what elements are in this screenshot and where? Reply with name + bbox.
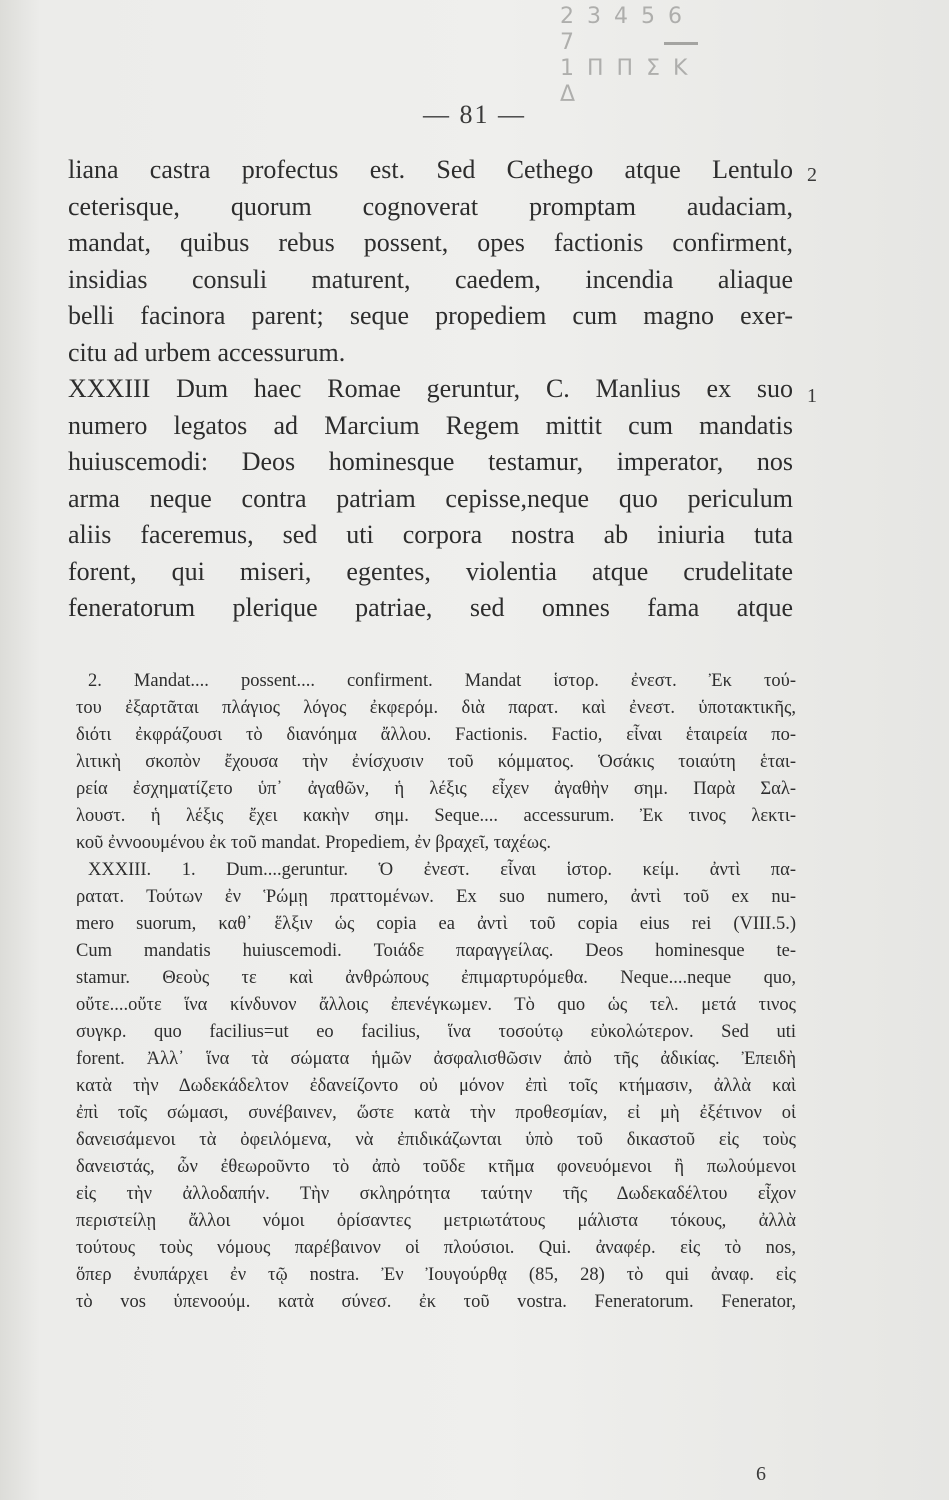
text-line: mandat, quibus rebus possent, opes factionis confirment, (68, 228, 793, 257)
shelfmark-line-2: 1 Π Π Σ Κ Δ (560, 56, 691, 107)
note-line: οὔτε....οὔτε ἵνα κίνδυνον ἄλλοις ἐπενέγκωμεν. Τὸ quo ὡς τελ. μετά τινος (76, 995, 796, 1015)
text-line: feneratorum plerique patriae, sed omnes fama atque (68, 593, 793, 622)
chapter-start-line: XXXIII Dum haec Romae geruntur, C. Manlius ex suo (68, 374, 793, 403)
text-line: numero legatos ad Marcium Regem mittit cum mandatis (68, 410, 793, 440)
note-line: διότι ἐκφράζουσι τὸ διανόημα ἄλλου. Factionis. Factio, εἶναι ἑταιρεία πο- (76, 725, 796, 745)
page-number: — 81 — (423, 100, 526, 129)
note-line: mero suorum, καθ᾽ ἕλξιν ὡς copia ea ἀντὶ τοῦ copia eius rei (VIII.5.) (76, 914, 796, 934)
note-line: συγκρ. quo facilius=ut eo facilius, ἵνα τοσούτῳ εὐκολώτερον. Sed uti (76, 1022, 796, 1042)
note-line: κοῦ ἐννοουμένου ἐκ τοῦ mandat. Propediem, ἐν βραχεῖ, ταχέως. (76, 833, 552, 853)
note-line: λιτικὴ σκοπὸν ἔχουσα τὴν ἐνίσχυσιν τοῦ κόμματος. Ὁσάκις τοιαύτη ἑται- (76, 752, 796, 772)
text-line: insidias consuli maturent, caedem, incendia aliaque (68, 264, 793, 294)
note-line: τὸ vos ὑπενοούμ. κατὰ σύνεσ. ἐκ τοῦ vostra. Feneratorum. Fenerator, (76, 1292, 796, 1312)
note-line: XXXIII. 1. Dum....geruntur. Ὁ ἐνεστ. εἶναι ἱστορ. κείμ. ἀντὶ πα- (88, 860, 796, 880)
text-line: aliis faceremus, sed uti corpora nostra ab iniuria tuta (68, 520, 793, 549)
text-line: citu ad urbem accessurum. (68, 337, 346, 367)
margin-note-2: 2 (807, 164, 817, 186)
text-line: ceterisque, quorum cognoverat promptam audaciam, (68, 191, 793, 221)
text-line: belli facinora parent; seque propediem cum magno exer- (68, 301, 793, 330)
text-line: huiuscemodi: Deos hominesque testamur, imperator, nos (68, 447, 793, 476)
note-line: ρατατ. Τούτων ἐν Ῥώμῃ πραττομένων. Ex suo numero, ἀντὶ τοῦ ex nu- (76, 887, 796, 907)
signature-mark: 6 (756, 1463, 766, 1485)
text-line: liana castra profectus est. Sed Cethego atque Lentulo (68, 155, 793, 184)
note-line: forent. Ἀλλ᾽ ἵνα τὰ σώματα ἡμῶν ἀσφαλισθῶσιν ἀπὸ τῆς ἀδικίας. Ἐπειδὴ (76, 1049, 796, 1069)
note-line: stamur. Θεοὺς τε καὶ ἀνθρώπους ἐπιμαρτυρόμεθα. Neque....neque quo, (76, 968, 796, 988)
note-line: εἰς τὴν ἀλλοδαπήν. Τὴν σκληρότητα ταύτην τῆς Δωδεκαδέλτου εἶχον (76, 1184, 796, 1204)
note-line: 2. Mandat.... possent.... confirment. Mandat ἱστορ. ἐνεστ. Ἐκ τού- (88, 671, 796, 691)
note-line: του ἐξαρτᾶται πλάγιος λόγος ἐκφερόμ. διὰ παρατ. καὶ ἐνεστ. ὑποτακτικῆς, (76, 698, 796, 718)
library-shelfmark (560, 4, 700, 107)
note-line: δανεισάμενοι τὰ ὀφειλόμενα, νὰ ἐπιδικάζωνται ὑπὸ τοῦ δικαστοῦ εἰς τοὺς (76, 1130, 796, 1150)
note-line: ὅπερ ἐνυπάρχει ἐν τῷ nostra. Ἐν Ἰουγούρθᾳ (85, 28) τὸ qui ἀναφ. εἰς (76, 1265, 796, 1285)
note-line: τούτους τοὺς νόμους παρέβαινον οἱ πλούσιοι. Qui. ἀναφέρ. εἰς τὸ nos, (76, 1238, 796, 1258)
margin-note-1: 1 (807, 385, 817, 407)
shelfmark-line-1: 2 3 4 5 6 7 (560, 4, 685, 55)
note-line: ἐπὶ τοῖς σώμασι, συνέβαινεν, ὥστε κατὰ τὴν προθεσμίαν, εἰ μὴ ἐξέτινον οἱ (76, 1103, 796, 1123)
note-line: Cum mandatis huiuscemodi. Τοιάδε παραγγείλας. Deos hominesque te- (76, 941, 796, 961)
note-line: κατὰ τὴν Δωδεκάδελτον ἐδανείζοντο οὐ μόνον ἐπὶ τοῖς κτήμασιν, ἀλλὰ καὶ (76, 1076, 796, 1096)
text-line: forent, qui miseri, egentes, violentia atque crudelitate (68, 556, 793, 586)
shelfmark-underline (664, 42, 698, 45)
note-line: ρεία ἐσχηματίζετο ὑπ᾽ ἀγαθῶν, ἡ λέξις εἶχεν ἀγαθὴν σημ. Παρὰ Σαλ- (76, 779, 796, 799)
text-line: arma neque contra patriam cepisse,neque quo periculum (68, 483, 793, 513)
commentary-notes (76, 668, 796, 1316)
note-line: δανειστάς, ὧν ἐθεωροῦντο τὸ ἀπὸ τοῦδε κτῆμα φονευόμενοι ἢ πωλούμενοι (76, 1157, 796, 1177)
note-line: λουστ. ἡ λέξις ἔχει κακὴν σημ. Seque.... accessurum. Ἐκ τινος λεκτι- (76, 806, 796, 826)
note-line: περιστείλῃ ἄλλοι νόμοι ὁρίσαντες μετριωτάτους μάλιστα τόκους, ἀλλὰ (76, 1211, 796, 1231)
main-latin-text (68, 152, 793, 627)
